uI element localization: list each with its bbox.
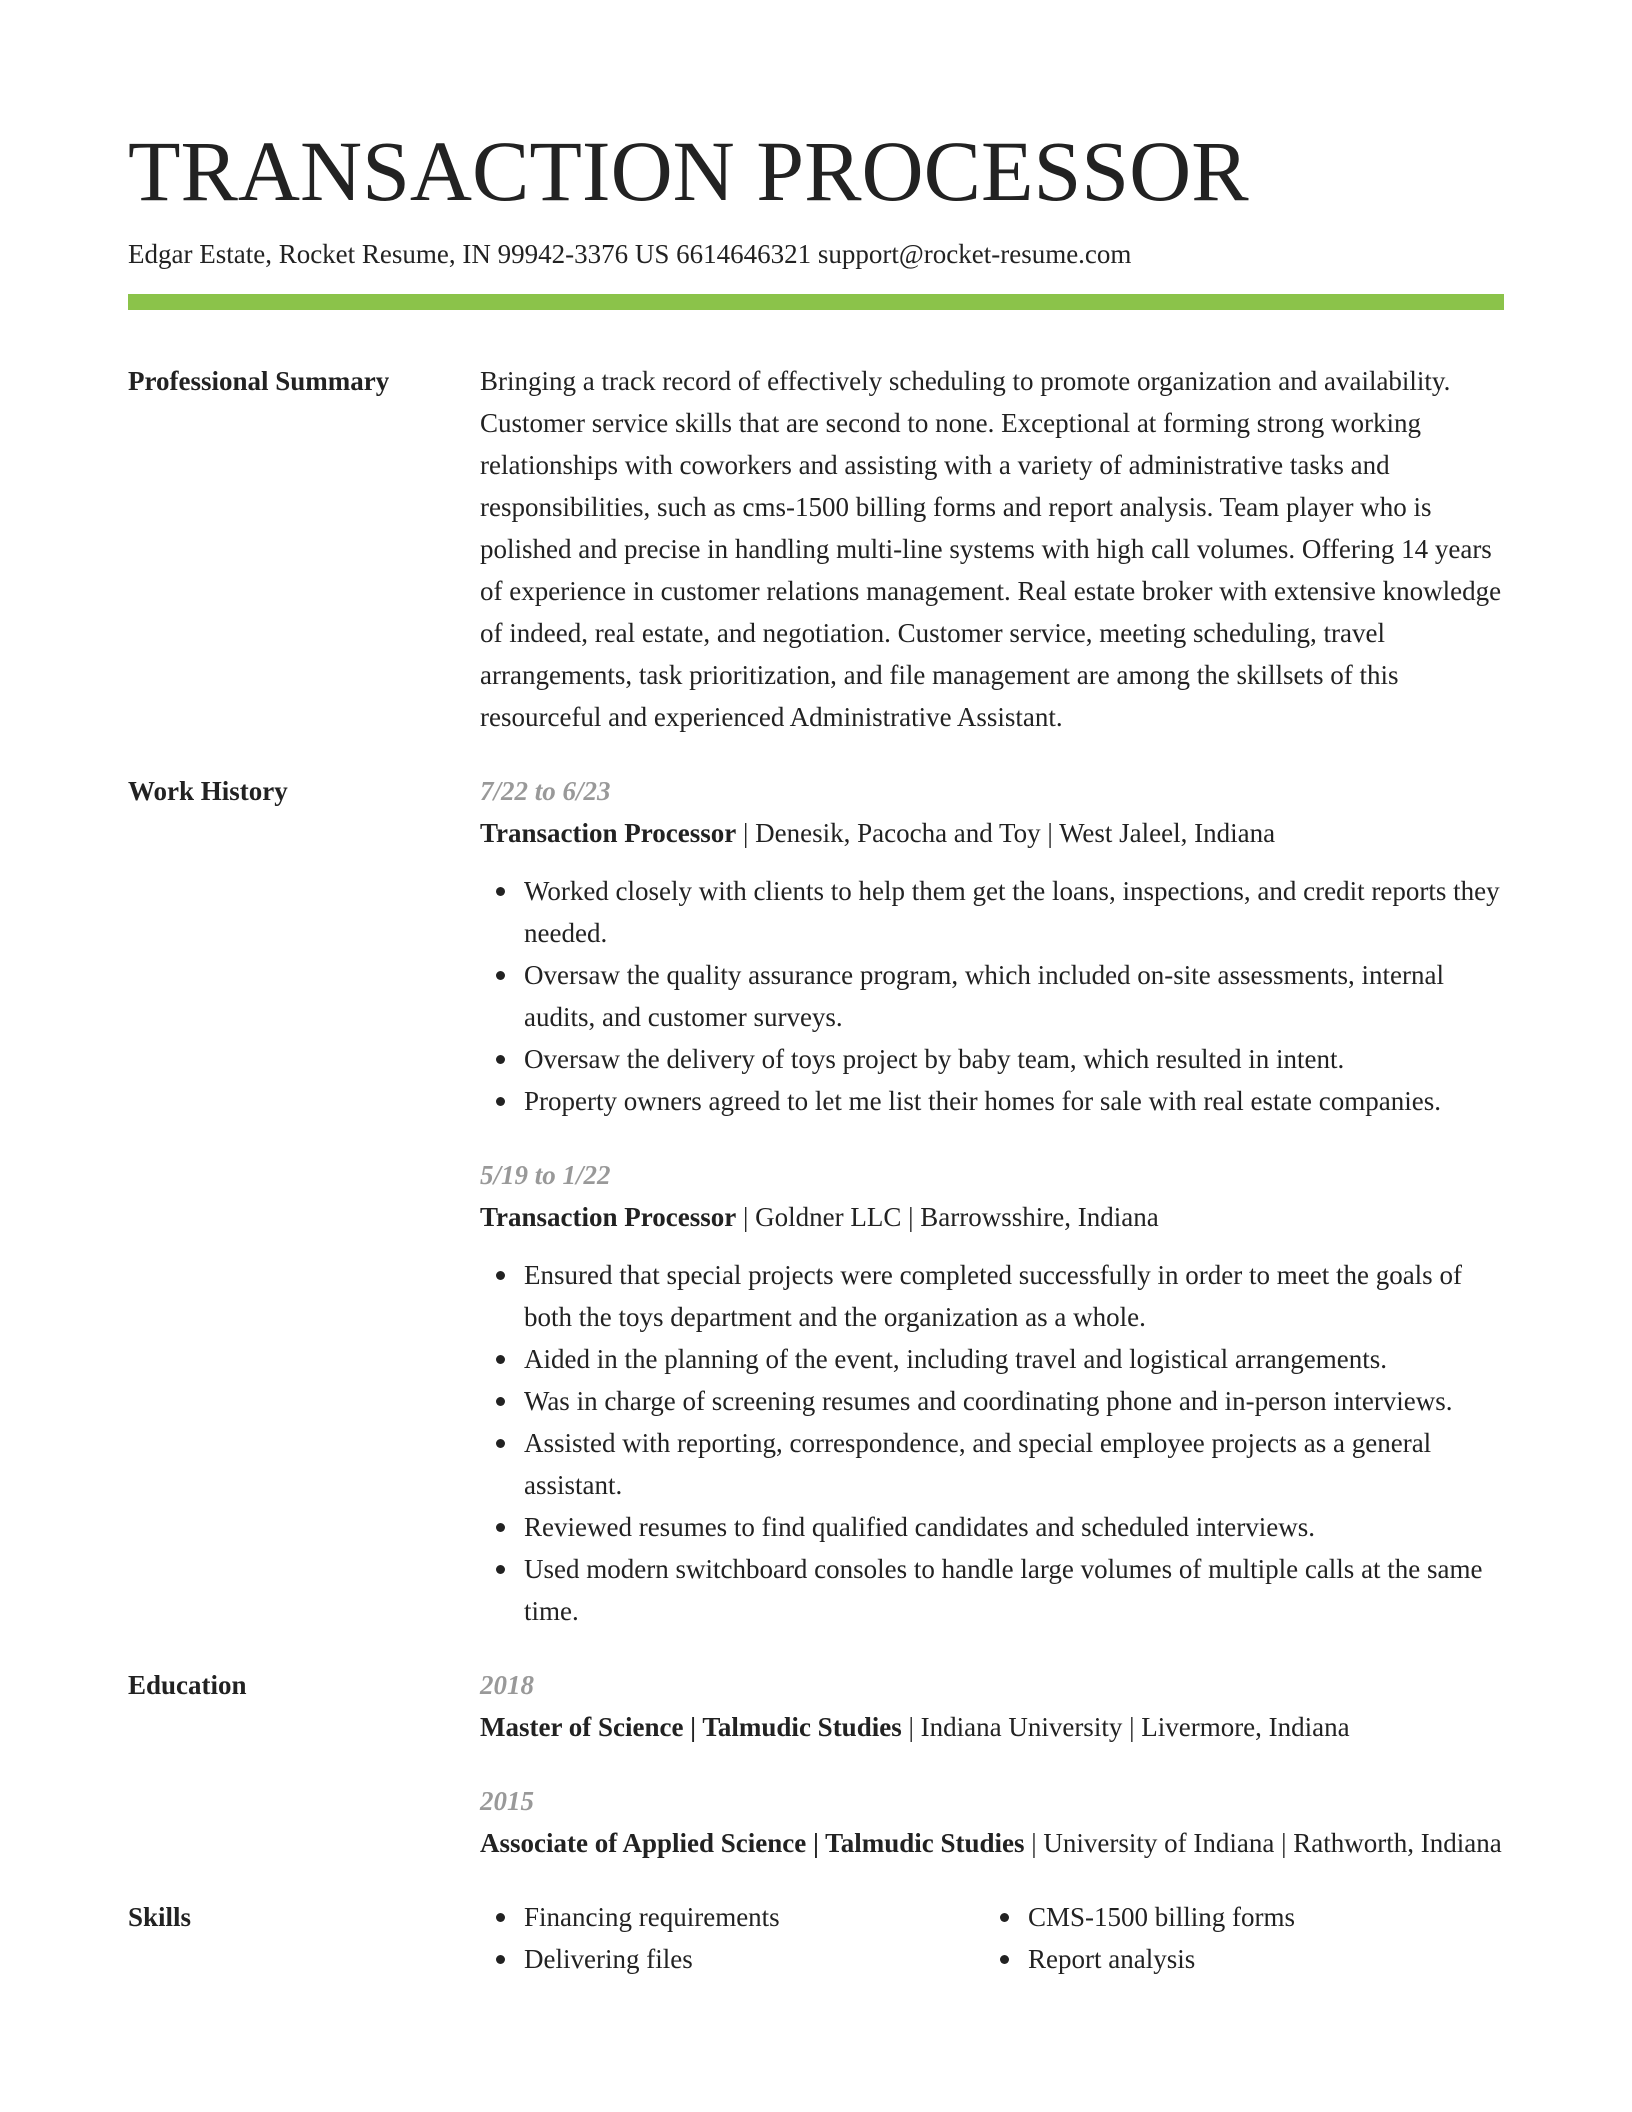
job-bullet-list [480,870,1504,1122]
skills-body [480,1896,1504,1980]
skills-column-left [480,1896,984,1980]
skills-section [128,1896,1504,1980]
list-item: CMS-1500 billing forms [1028,1896,1488,1938]
list-item: Report analysis [1028,1938,1488,1980]
degree-title: Associate of Applied Science | Talmudic Studies [480,1828,1025,1858]
accent-divider [128,294,1504,310]
education-heading: Education [128,1670,247,1700]
job-entry [480,1154,1504,1632]
skills-column-right [984,1896,1488,1980]
job-title: Transaction Processor [480,1202,737,1232]
education-entry [480,1780,1504,1864]
list-item: Ensured that special projects were completed successfully in order to meet the goals of both the toys department and the organization as a whole. [524,1254,1504,1338]
education-entry [480,1664,1504,1748]
skills-heading: Skills [128,1902,192,1932]
education-year: 2015 [480,1786,534,1816]
job-entry [480,770,1504,1122]
summary-heading: Professional Summary [128,366,390,396]
summary-text: Bringing a track record of effectively scheduling to promote organization and availability. Customer service skills that are second to none. Exceptional at forming strong working relationships with coworkers and assisting with a variety of administrative tasks and responsibilities, such as cms-1500 billing forms and report analysis. Team player who is polished and precise in handling multi-line systems with high call volumes. Offering 14 years of experience in customer relations management. Real estate broker with extensive knowledge of indeed, real estate, and negotiation. Customer service, meeting scheduling, travel arrangements, task prioritization, and file management are among the skillsets of this resourceful and experienced Administrative Assistant. [480,366,1502,732]
job-heading [480,1196,1504,1238]
job-details: | Goldner LLC | Barrowsshire, Indiana [736,1202,1159,1232]
list-item: Property owners agreed to let me list their homes for sale with real estate companies. [524,1080,1504,1122]
list-item: Was in charge of screening resumes and coordinating phone and in-person interviews. [524,1380,1504,1422]
job-heading [480,812,1504,854]
job-title: Transaction Processor [480,818,737,848]
job-dates: 7/22 to 6/23 [480,776,611,806]
list-item: Oversaw the quality assurance program, which included on-site assessments, internal audits, and customer surveys. [524,954,1504,1038]
job-details: | Denesik, Pacocha and Toy | West Jaleel, Indiana [736,818,1276,848]
resume-page [128,118,1504,1980]
job-bullet-list [480,1254,1504,1632]
job-dates: 5/19 to 1/22 [480,1160,611,1190]
education-heading-line [480,1706,1504,1748]
education-section [128,1664,1504,1864]
contact-line: Edgar Estate, Rocket Resume, IN 99942-3376 US 6614646321 support@rocket-resume.com [128,239,1132,269]
education-heading-line [480,1822,1504,1864]
list-item: Assisted with reporting, correspondence, and special employee projects as a general assistant. [524,1422,1504,1506]
degree-title: Master of Science | Talmudic Studies [480,1712,902,1742]
list-item: Financing requirements [524,1896,984,1938]
list-item: Reviewed resumes to find qualified candidates and scheduled interviews. [524,1506,1504,1548]
list-item: Worked closely with clients to help them get the loans, inspections, and credit reports they needed. [524,870,1504,954]
education-body [480,1664,1504,1864]
school-details: | University of Indiana | Rathworth, Indiana [1024,1828,1502,1858]
work-history-section [128,770,1504,1632]
list-item: Used modern switchboard consoles to handle large volumes of multiple calls at the same time. [524,1548,1504,1632]
resume-title: TRANSACTION PROCESSOR [128,123,1249,219]
work-history-body [480,770,1504,1632]
list-item: Delivering files [524,1938,984,1980]
list-item: Aided in the planning of the event, including travel and logistical arrangements. [524,1338,1504,1380]
skills-list [984,1896,1488,1980]
school-details: | Indiana University | Livermore, Indiana [901,1712,1350,1742]
list-item: Oversaw the delivery of toys project by baby team, which resulted in intent. [524,1038,1504,1080]
work-history-heading: Work History [128,776,288,806]
education-year: 2018 [480,1670,534,1700]
skills-list [480,1896,984,1980]
summary-section [128,360,1504,738]
